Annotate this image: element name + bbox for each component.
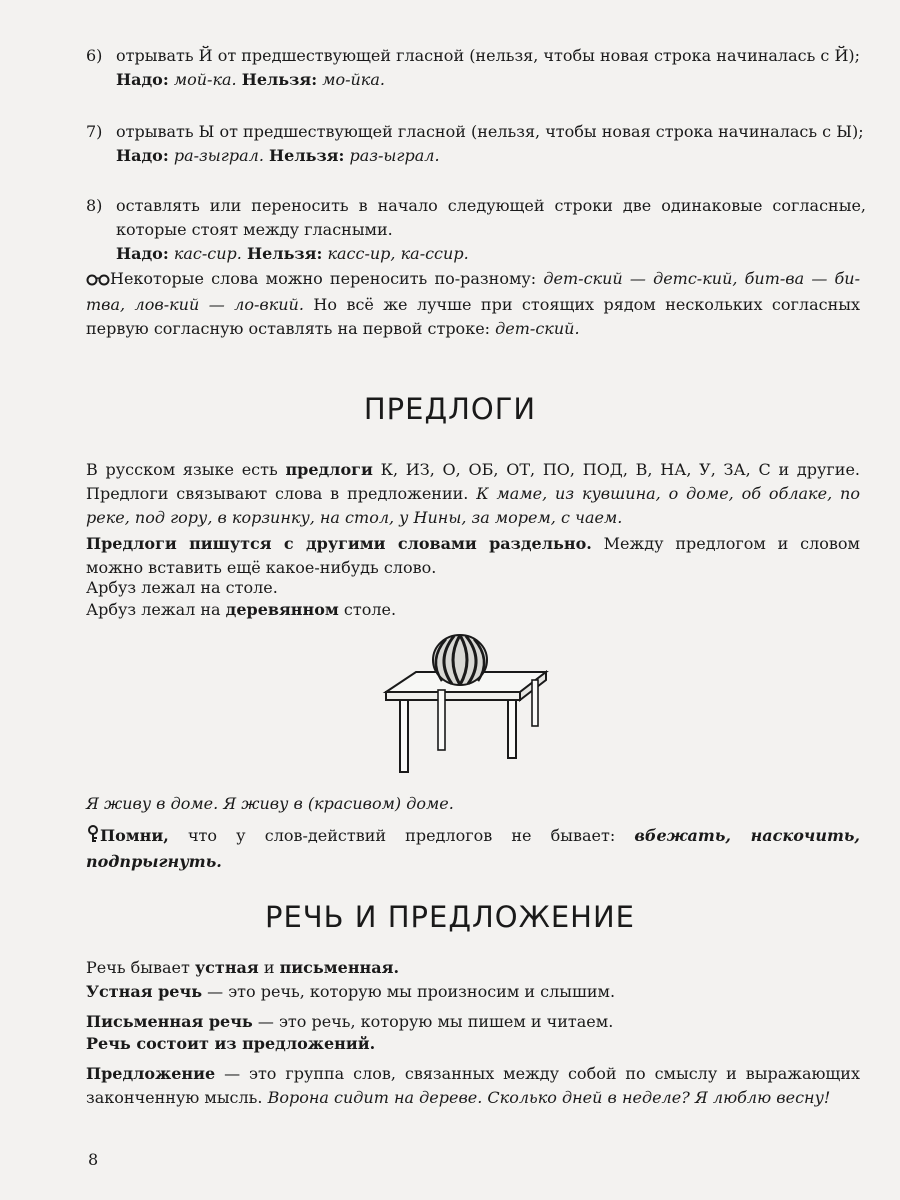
rule-text: отрывать Ы от предшествующей гласной (нельзя, чтобы новая строка начиналась с Ы); Надо: ра-зыграл. Нельзя: раз-ыграл. xyxy=(116,120,866,168)
speech-line-3: Письменная речь — это речь, которую мы пишем и читаем. xyxy=(86,1012,614,1031)
rule-text: оставлять или переносить в начало следующей строки две одинаковые согласные, которые стоят между гласными. Надо: кас-сир. Нельзя: касс-ир, ка-ссир. xyxy=(116,194,866,266)
rule-number: 8) xyxy=(86,196,103,215)
rule-item-7 xyxy=(86,120,866,168)
example-line-1: Арбуз лежал на столе. xyxy=(86,578,278,597)
page-number: 8 xyxy=(88,1150,99,1169)
key-icon xyxy=(86,825,100,850)
rule-example: Надо: кас-сир. Нельзя: касс-ир, ка-ссир. xyxy=(116,244,469,263)
rule-text: отрывать Й от предшествующей гласной (нельзя, чтобы новая строка начиналась с Й); Надо: мой-ка. Нельзя: мо-йка. xyxy=(116,44,866,92)
example-line-2: Арбуз лежал на деревянном столе. xyxy=(86,600,397,619)
watermelon-on-table-illustration xyxy=(380,630,550,780)
rule-number: 7) xyxy=(86,122,103,141)
rule-example: Надо: мой-ка. Нельзя: мо-йка. xyxy=(116,70,385,89)
remember-note: Помни, что у слов-действий предлогов не бывает: вбежать, наскочить, подпрыгнуть. xyxy=(86,826,861,871)
speech-line-1: Речь бывает устная и письменная. xyxy=(86,958,400,977)
section-title-speech: РЕЧЬ И ПРЕДЛОЖЕНИЕ xyxy=(264,900,635,934)
sentence-definition: Предложение — это группа слов, связанных между собой по смыслу и выражающих законченную мысль. Ворона сидит на дереве. Сколько дней в неделе? Я люблю весну! xyxy=(86,1064,860,1107)
speech-line-4: Речь состоит из предложений. xyxy=(86,1034,376,1053)
rule-item-8 xyxy=(86,194,866,266)
rule-number: 6) xyxy=(86,46,103,65)
speech-line-2: Устная речь — это речь, которую мы произносим и слышим. xyxy=(86,982,616,1001)
prepositions-rule: Предлоги пишутся с другими словами раздельно. Между предлогом и словом можно вставить ещё какое-нибудь слово. xyxy=(86,534,861,577)
rule-item-6 xyxy=(86,44,866,92)
illustration-caption: Я живу в доме. Я живу в (красивом) доме. xyxy=(86,794,454,813)
rule-example: Надо: ра-зыграл. Нельзя: раз-ыграл. xyxy=(116,146,440,165)
note-paragraph: Некоторые слова можно переносить по-разному: дет-ский — детс-кий, бит-ва — би-тва, лов-кий — ло-вкий. Но всё же лучше при стоящих рядом нескольких согласных первую согласную оставлять на первой строке: дет-ский. xyxy=(86,269,860,338)
section-title-prepositions: ПРЕДЛОГИ xyxy=(363,392,537,426)
prepositions-intro: В русском языке есть предлоги К, ИЗ, О, ОБ, ОТ, ПО, ПОД, В, НА, У, ЗА, С и другие. Предлоги связывают слова в предложении. К маме, из кувшина, о доме, об облаке, по реке, под гору, в корзинку, на стол, у Нины, за морем, с чаем. xyxy=(86,460,860,527)
glasses-icon xyxy=(86,269,110,293)
